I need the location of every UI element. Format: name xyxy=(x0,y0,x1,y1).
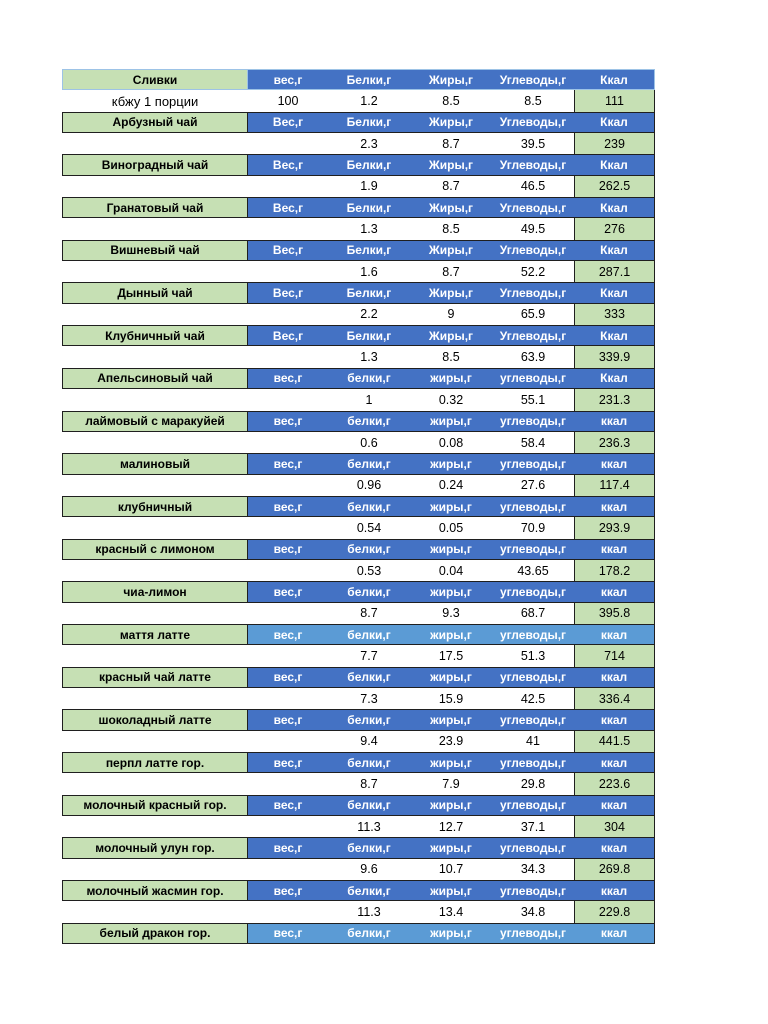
product-header-row xyxy=(62,282,655,303)
carbs-header-cell[interactable]: углеводы,г xyxy=(492,539,574,560)
kcal-header-cell[interactable]: ккал xyxy=(574,624,655,645)
product-values-row xyxy=(62,901,655,922)
product-name-cell[interactable]: молочный жасмин гор. xyxy=(62,880,248,901)
carbs-value-cell[interactable]: 8.5 xyxy=(524,94,542,109)
weight-header-cell[interactable]: Вес,г xyxy=(248,112,328,133)
carbs-header-cell[interactable]: углеводы,г xyxy=(492,667,574,688)
product-name-cell[interactable]: Гранатовый чай xyxy=(62,197,248,218)
protein-value-cell[interactable]: 0.54 xyxy=(356,520,382,535)
weight-value-cell[interactable] xyxy=(248,773,328,794)
kcal-header-cell[interactable]: ккал xyxy=(574,667,655,688)
fat-value-cell[interactable]: 12.7 xyxy=(438,819,464,834)
fat-header-cell[interactable]: жиры,г xyxy=(410,795,492,816)
product-name-cell[interactable]: красный с лимоном xyxy=(62,539,248,560)
note-cell[interactable] xyxy=(62,176,248,197)
carbs-header-cell[interactable]: углеводы,г xyxy=(492,880,574,901)
weight-value-cell[interactable] xyxy=(248,603,328,624)
carbs-value-cell[interactable]: 46.5 xyxy=(520,179,546,194)
kcal-header-cell[interactable]: Ккал xyxy=(574,368,655,389)
kcal-header-cell[interactable]: ккал xyxy=(574,539,655,560)
kcal-value-cell[interactable]: 336.4 xyxy=(574,688,655,709)
fat-header-cell[interactable]: жиры,г xyxy=(410,880,492,901)
product-values-row xyxy=(62,645,655,666)
kcal-value-cell[interactable]: 269.8 xyxy=(574,859,655,880)
kcal-value-cell[interactable]: 293.9 xyxy=(574,517,655,538)
kcal-value-cell[interactable]: 333 xyxy=(574,304,655,325)
product-values-row xyxy=(62,304,655,325)
protein-header-cell[interactable]: Белки,г xyxy=(328,112,410,133)
carbs-value-cell[interactable]: 63.9 xyxy=(520,350,546,365)
carbs-value-cell[interactable]: 52.2 xyxy=(520,264,546,279)
kcal-header-cell[interactable]: ккал xyxy=(574,837,655,858)
protein-header-cell[interactable]: белки,г xyxy=(328,752,410,773)
protein-value-cell[interactable]: 1 xyxy=(365,392,373,407)
product-values-row xyxy=(62,560,655,581)
fat-header-cell[interactable]: Жиры,г xyxy=(410,282,492,303)
protein-value-cell[interactable]: 8.7 xyxy=(360,777,378,792)
carbs-header-cell[interactable]: углеводы,г xyxy=(492,368,574,389)
kcal-value-cell[interactable]: 231.3 xyxy=(574,389,655,410)
protein-value-cell[interactable]: 1.9 xyxy=(360,179,378,194)
protein-header-cell[interactable]: Белки,г xyxy=(328,154,410,175)
note-cell[interactable] xyxy=(62,304,248,325)
protein-header-cell[interactable]: белки,г xyxy=(328,453,410,474)
carbs-header-cell[interactable]: Углеводы,г xyxy=(492,325,574,346)
product-values-row xyxy=(62,688,655,709)
product-header-row xyxy=(62,69,655,90)
weight-value-cell[interactable] xyxy=(248,346,328,367)
carbs-header-cell[interactable]: Углеводы,г xyxy=(492,282,574,303)
kcal-value-cell[interactable]: 236.3 xyxy=(574,432,655,453)
fat-value-cell[interactable]: 8.7 xyxy=(442,136,460,151)
fat-value-cell[interactable]: 8.5 xyxy=(442,94,460,109)
product-header-row xyxy=(62,368,655,389)
fat-value-cell[interactable]: 0.32 xyxy=(438,392,464,407)
carbs-header-cell[interactable]: углеводы,г xyxy=(492,752,574,773)
product-name-cell[interactable]: Дынный чай xyxy=(62,282,248,303)
weight-header-cell[interactable]: вес,г xyxy=(248,752,328,773)
protein-value-cell[interactable]: 0.6 xyxy=(360,435,378,450)
note-cell[interactable] xyxy=(62,859,248,880)
fat-value-cell[interactable]: 17.5 xyxy=(438,648,464,663)
weight-value-cell[interactable] xyxy=(248,560,328,581)
product-values-row xyxy=(62,816,655,837)
kcal-header-cell[interactable]: ккал xyxy=(574,453,655,474)
product-header-row xyxy=(62,325,655,346)
kcal-header-cell[interactable]: ккал xyxy=(574,752,655,773)
protein-value-cell[interactable]: 1.3 xyxy=(360,350,378,365)
weight-header-cell[interactable]: вес,г xyxy=(248,667,328,688)
weight-value-cell[interactable] xyxy=(248,816,328,837)
weight-value-cell[interactable] xyxy=(248,261,328,282)
carbs-header-cell[interactable]: углеводы,г xyxy=(492,411,574,432)
carbs-header-cell[interactable]: Углеводы,г xyxy=(492,112,574,133)
product-values-row xyxy=(62,432,655,453)
kcal-value-cell[interactable]: 111 xyxy=(574,90,655,111)
product-values-row xyxy=(62,859,655,880)
fat-header-cell[interactable]: жиры,г xyxy=(410,368,492,389)
protein-header-cell[interactable]: белки,г xyxy=(328,709,410,730)
product-header-row xyxy=(62,539,655,560)
note-cell[interactable] xyxy=(62,688,248,709)
fat-value-cell[interactable]: 13.4 xyxy=(438,905,464,920)
weight-header-cell[interactable]: вес,г xyxy=(248,453,328,474)
protein-header-cell[interactable]: белки,г xyxy=(328,795,410,816)
product-name-cell[interactable]: белый дракон гор. xyxy=(62,923,248,944)
product-values-row xyxy=(62,133,655,154)
product-header-row xyxy=(62,923,655,944)
product-values-row xyxy=(62,261,655,282)
fat-value-cell[interactable]: 8.5 xyxy=(442,350,460,365)
protein-header-cell[interactable]: белки,г xyxy=(328,539,410,560)
fat-value-cell[interactable]: 10.7 xyxy=(438,862,464,877)
weight-value-cell[interactable]: 100 xyxy=(277,94,299,109)
weight-header-cell[interactable]: вес,г xyxy=(248,496,328,517)
protein-header-cell[interactable]: белки,г xyxy=(328,411,410,432)
carbs-header-cell[interactable]: углеводы,г xyxy=(492,795,574,816)
protein-value-cell[interactable]: 11.3 xyxy=(357,819,381,834)
protein-value-cell[interactable]: 8.7 xyxy=(360,606,378,621)
carbs-value-cell[interactable]: 39.5 xyxy=(520,136,546,151)
kcal-header-cell[interactable]: ккал xyxy=(574,709,655,730)
fat-value-cell[interactable]: 8.7 xyxy=(442,179,460,194)
note-cell[interactable] xyxy=(62,261,248,282)
weight-header-cell[interactable]: вес,г xyxy=(248,368,328,389)
protein-header-cell[interactable]: белки,г xyxy=(328,837,410,858)
kcal-header-cell[interactable]: Ккал xyxy=(574,240,655,261)
protein-header-cell[interactable]: белки,г xyxy=(328,496,410,517)
fat-value-cell[interactable]: 0.24 xyxy=(438,478,464,493)
product-values-row xyxy=(62,346,655,367)
protein-header-cell[interactable]: Белки,г xyxy=(328,282,410,303)
product-header-row xyxy=(62,581,655,602)
product-header-row xyxy=(62,709,655,730)
fat-header-cell[interactable]: жиры,г xyxy=(410,667,492,688)
product-header-row xyxy=(62,624,655,645)
protein-value-cell[interactable]: 7.7 xyxy=(360,648,378,663)
protein-value-cell[interactable]: 0.53 xyxy=(356,563,382,578)
protein-header-cell[interactable]: белки,г xyxy=(328,880,410,901)
protein-value-cell[interactable]: 11.3 xyxy=(357,905,381,920)
note-cell[interactable] xyxy=(62,560,248,581)
product-values-row xyxy=(62,773,655,794)
carbs-header-cell[interactable]: Углеводы,г xyxy=(492,197,574,218)
kcal-value-cell[interactable]: 304 xyxy=(574,816,655,837)
carbs-value-cell[interactable]: 34.8 xyxy=(520,905,546,920)
product-name-cell[interactable]: Виноградный чай xyxy=(62,154,248,175)
fat-value-cell[interactable]: 0.08 xyxy=(438,435,464,450)
kcal-value-cell[interactable]: 714 xyxy=(574,645,655,666)
protein-value-cell[interactable]: 0.96 xyxy=(356,478,382,493)
weight-header-cell[interactable]: Вес,г xyxy=(248,282,328,303)
product-name-cell[interactable]: маття латте xyxy=(62,624,248,645)
note-cell[interactable] xyxy=(62,218,248,239)
fat-value-cell[interactable]: 9 xyxy=(447,307,455,322)
carbs-value-cell[interactable]: 55.1 xyxy=(520,392,546,407)
fat-header-cell[interactable]: Жиры,г xyxy=(410,197,492,218)
carbs-value-cell[interactable]: 41 xyxy=(526,734,540,749)
product-name-cell[interactable]: Сливки xyxy=(62,69,248,90)
fat-header-cell[interactable]: жиры,г xyxy=(410,411,492,432)
kcal-header-cell[interactable]: Ккал xyxy=(574,197,655,218)
weight-value-cell[interactable] xyxy=(248,475,328,496)
protein-header-cell[interactable]: белки,г xyxy=(328,667,410,688)
kcal-value-cell[interactable]: 287.1 xyxy=(574,261,655,282)
note-cell[interactable] xyxy=(62,731,248,752)
note-cell[interactable] xyxy=(62,346,248,367)
weight-value-cell[interactable] xyxy=(248,645,328,666)
fat-header-cell[interactable]: Жиры,г xyxy=(410,69,492,90)
note-cell[interactable] xyxy=(62,517,248,538)
carbs-header-cell[interactable]: углеводы,г xyxy=(492,453,574,474)
product-values-row xyxy=(62,90,655,111)
carbs-value-cell[interactable]: 27.6 xyxy=(520,478,546,493)
protein-value-cell[interactable]: 9.6 xyxy=(360,862,378,877)
carbs-header-cell[interactable]: углеводы,г xyxy=(492,709,574,730)
product-values-row xyxy=(62,218,655,239)
note-cell[interactable] xyxy=(62,475,248,496)
note-cell[interactable] xyxy=(62,816,248,837)
product-name-cell[interactable]: чиа-лимон xyxy=(62,581,248,602)
product-header-row xyxy=(62,752,655,773)
product-values-row xyxy=(62,603,655,624)
nutrition-spreadsheet xyxy=(62,69,655,944)
protein-header-cell[interactable]: белки,г xyxy=(328,923,410,944)
kcal-value-cell[interactable]: 239 xyxy=(574,133,655,154)
carbs-value-cell[interactable]: 49.5 xyxy=(520,222,546,237)
product-header-row xyxy=(62,411,655,432)
product-name-cell[interactable]: шоколадный латте xyxy=(62,709,248,730)
kcal-header-cell[interactable]: Ккал xyxy=(574,154,655,175)
kcal-header-cell[interactable]: ккал xyxy=(574,496,655,517)
weight-header-cell[interactable]: Вес,г xyxy=(248,325,328,346)
product-name-cell[interactable]: красный чай латте xyxy=(62,667,248,688)
protein-value-cell[interactable]: 1.6 xyxy=(360,264,378,279)
weight-header-cell[interactable]: вес,г xyxy=(248,411,328,432)
note-cell[interactable] xyxy=(62,603,248,624)
product-header-row xyxy=(62,837,655,858)
weight-value-cell[interactable] xyxy=(248,133,328,154)
weight-value-cell[interactable] xyxy=(248,688,328,709)
weight-value-cell[interactable] xyxy=(248,731,328,752)
note-cell[interactable]: кбжу 1 порции xyxy=(111,93,199,109)
weight-header-cell[interactable]: вес,г xyxy=(248,581,328,602)
carbs-header-cell[interactable]: Углеводы,г xyxy=(492,69,574,90)
product-header-row xyxy=(62,667,655,688)
fat-header-cell[interactable]: жиры,г xyxy=(410,496,492,517)
product-name-cell[interactable]: молочный красный гор. xyxy=(62,795,248,816)
product-values-row xyxy=(62,475,655,496)
product-name-cell[interactable]: перпл латте гор. xyxy=(62,752,248,773)
carbs-value-cell[interactable]: 34.3 xyxy=(520,862,546,877)
weight-header-cell[interactable]: вес,г xyxy=(248,837,328,858)
carbs-value-cell[interactable]: 58.4 xyxy=(520,435,546,450)
weight-header-cell[interactable]: Вес,г xyxy=(248,154,328,175)
weight-value-cell[interactable] xyxy=(248,517,328,538)
protein-header-cell[interactable]: белки,г xyxy=(328,368,410,389)
weight-header-cell[interactable]: Вес,г xyxy=(248,197,328,218)
kcal-header-cell[interactable]: Ккал xyxy=(574,325,655,346)
product-header-row xyxy=(62,154,655,175)
weight-value-cell[interactable] xyxy=(248,432,328,453)
weight-header-cell[interactable]: вес,г xyxy=(248,709,328,730)
carbs-value-cell[interactable]: 65.9 xyxy=(520,307,546,322)
fat-header-cell[interactable]: жиры,г xyxy=(410,709,492,730)
note-cell[interactable] xyxy=(62,432,248,453)
weight-value-cell[interactable] xyxy=(248,176,328,197)
carbs-value-cell[interactable]: 70.9 xyxy=(520,520,546,535)
product-header-row xyxy=(62,496,655,517)
carbs-header-cell[interactable]: Углеводы,г xyxy=(492,154,574,175)
kcal-header-cell[interactable]: Ккал xyxy=(574,69,655,90)
protein-header-cell[interactable]: белки,г xyxy=(328,581,410,602)
product-header-row xyxy=(62,112,655,133)
weight-value-cell[interactable] xyxy=(248,304,328,325)
carbs-value-cell[interactable]: 29.8 xyxy=(520,777,546,792)
weight-header-cell[interactable]: Вес,г xyxy=(248,240,328,261)
weight-header-cell[interactable]: вес,г xyxy=(248,624,328,645)
note-cell[interactable] xyxy=(62,901,248,922)
protein-header-cell[interactable]: Белки,г xyxy=(328,69,410,90)
fat-header-cell[interactable]: жиры,г xyxy=(410,752,492,773)
note-cell[interactable] xyxy=(62,773,248,794)
kcal-header-cell[interactable]: ккал xyxy=(574,923,655,944)
product-name-cell[interactable]: лаймовый с маракуйей xyxy=(62,411,248,432)
fat-header-cell[interactable]: жиры,г xyxy=(410,539,492,560)
protein-value-cell[interactable]: 1.3 xyxy=(360,222,378,237)
protein-header-cell[interactable]: Белки,г xyxy=(328,325,410,346)
fat-value-cell[interactable]: 23.9 xyxy=(438,734,464,749)
carbs-header-cell[interactable]: углеводы,г xyxy=(492,837,574,858)
carbs-value-cell[interactable]: 43.65 xyxy=(517,563,549,578)
product-values-row xyxy=(62,731,655,752)
weight-header-cell[interactable]: вес,г xyxy=(248,923,328,944)
fat-header-cell[interactable]: жиры,г xyxy=(410,837,492,858)
kcal-header-cell[interactable]: ккал xyxy=(574,795,655,816)
protein-value-cell[interactable]: 1.2 xyxy=(360,94,378,109)
carbs-value-cell[interactable]: 68.7 xyxy=(520,606,546,621)
product-name-cell[interactable]: Вишневый чай xyxy=(62,240,248,261)
weight-value-cell[interactable] xyxy=(248,901,328,922)
fat-header-cell[interactable]: Жиры,г xyxy=(410,112,492,133)
product-name-cell[interactable]: Клубничный чай xyxy=(62,325,248,346)
kcal-value-cell[interactable]: 117.4 xyxy=(574,475,655,496)
kcal-header-cell[interactable]: ккал xyxy=(574,880,655,901)
protein-value-cell[interactable]: 7.3 xyxy=(360,691,378,706)
weight-value-cell[interactable] xyxy=(248,218,328,239)
kcal-value-cell[interactable]: 339.9 xyxy=(574,346,655,367)
carbs-header-cell[interactable]: углеводы,г xyxy=(492,496,574,517)
kcal-value-cell[interactable]: 276 xyxy=(574,218,655,239)
fat-header-cell[interactable]: Жиры,г xyxy=(410,325,492,346)
product-name-cell[interactable]: Арбузный чай xyxy=(62,112,248,133)
protein-value-cell[interactable]: 2.2 xyxy=(360,307,378,322)
protein-value-cell[interactable]: 9.4 xyxy=(360,734,378,749)
product-name-cell[interactable]: молочный улун гор. xyxy=(62,837,248,858)
weight-header-cell[interactable]: вес,г xyxy=(248,539,328,560)
product-values-row xyxy=(62,176,655,197)
carbs-header-cell[interactable]: углеводы,г xyxy=(492,923,574,944)
kcal-value-cell[interactable]: 395.8 xyxy=(574,603,655,624)
protein-header-cell[interactable]: белки,г xyxy=(328,624,410,645)
product-header-row xyxy=(62,240,655,261)
fat-value-cell[interactable]: 8.7 xyxy=(442,264,460,279)
weight-value-cell[interactable] xyxy=(248,389,328,410)
product-header-row xyxy=(62,197,655,218)
protein-header-cell[interactable]: Белки,г xyxy=(328,240,410,261)
kcal-value-cell[interactable]: 441.5 xyxy=(574,731,655,752)
fat-header-cell[interactable]: жиры,г xyxy=(410,923,492,944)
carbs-header-cell[interactable]: Углеводы,г xyxy=(492,240,574,261)
fat-value-cell[interactable]: 0.04 xyxy=(438,563,464,578)
weight-header-cell[interactable]: вес,г xyxy=(248,880,328,901)
product-name-cell[interactable]: малиновый xyxy=(62,453,248,474)
carbs-header-cell[interactable]: углеводы,г xyxy=(492,624,574,645)
fat-value-cell[interactable]: 15.9 xyxy=(438,691,464,706)
note-cell[interactable] xyxy=(62,645,248,666)
carbs-value-cell[interactable]: 51.3 xyxy=(520,648,546,663)
product-header-row xyxy=(62,880,655,901)
fat-value-cell[interactable]: 8.5 xyxy=(442,222,460,237)
weight-header-cell[interactable]: вес,г xyxy=(248,795,328,816)
kcal-value-cell[interactable]: 262.5 xyxy=(574,176,655,197)
product-name-cell[interactable]: клубничный xyxy=(62,496,248,517)
kcal-value-cell[interactable]: 223.6 xyxy=(574,773,655,794)
protein-header-cell[interactable]: Белки,г xyxy=(328,197,410,218)
fat-header-cell[interactable]: жиры,г xyxy=(410,624,492,645)
fat-header-cell[interactable]: жиры,г xyxy=(410,453,492,474)
product-values-row xyxy=(62,517,655,538)
weight-value-cell[interactable] xyxy=(248,859,328,880)
fat-value-cell[interactable]: 7.9 xyxy=(442,777,460,792)
fat-value-cell[interactable]: 0.05 xyxy=(438,520,464,535)
carbs-value-cell[interactable]: 42.5 xyxy=(520,691,546,706)
kcal-header-cell[interactable]: Ккал xyxy=(574,282,655,303)
note-cell[interactable] xyxy=(62,389,248,410)
kcal-header-cell[interactable]: ккал xyxy=(574,581,655,602)
kcal-value-cell[interactable]: 229.8 xyxy=(574,901,655,922)
product-header-row xyxy=(62,453,655,474)
kcal-header-cell[interactable]: ккал xyxy=(574,411,655,432)
fat-value-cell[interactable]: 9.3 xyxy=(442,606,460,621)
fat-header-cell[interactable]: Жиры,г xyxy=(410,240,492,261)
fat-header-cell[interactable]: жиры,г xyxy=(410,581,492,602)
product-header-row xyxy=(62,795,655,816)
kcal-value-cell[interactable]: 178.2 xyxy=(574,560,655,581)
protein-value-cell[interactable]: 2.3 xyxy=(360,136,378,151)
product-values-row xyxy=(62,389,655,410)
weight-header-cell[interactable]: вес,г xyxy=(248,69,328,90)
fat-header-cell[interactable]: Жиры,г xyxy=(410,154,492,175)
carbs-header-cell[interactable]: углеводы,г xyxy=(492,581,574,602)
product-name-cell[interactable]: Апельсиновый чай xyxy=(62,368,248,389)
note-cell[interactable] xyxy=(62,133,248,154)
kcal-header-cell[interactable]: Ккал xyxy=(574,112,655,133)
carbs-value-cell[interactable]: 37.1 xyxy=(520,819,546,834)
